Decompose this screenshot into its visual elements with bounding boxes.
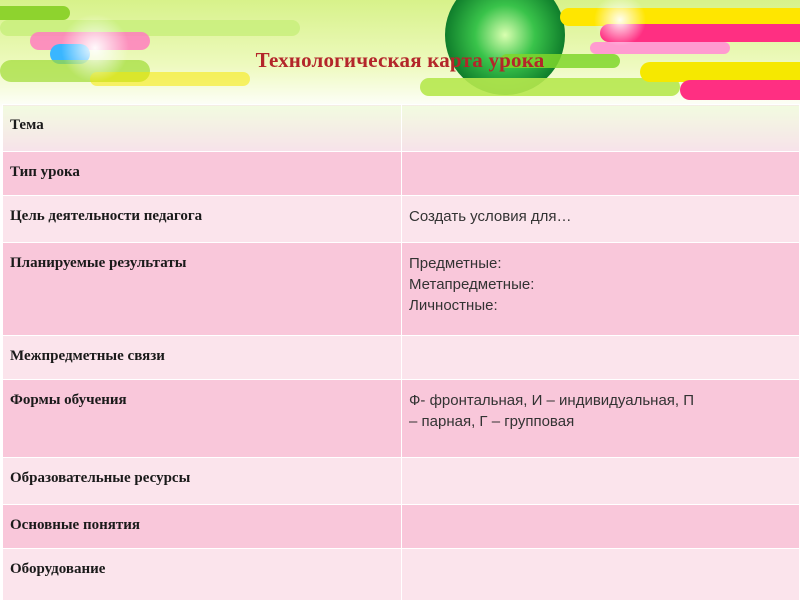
- row-label: Тип урока: [3, 152, 402, 196]
- row-label: Цель деятельности педагога: [3, 196, 402, 243]
- row-value-line: Создать условия для…: [409, 208, 572, 225]
- table-row: [3, 458, 800, 505]
- row-label: Планируемые результаты: [3, 243, 402, 336]
- row-value: [402, 196, 800, 243]
- row-value: [402, 152, 800, 196]
- row-value: [402, 458, 800, 505]
- row-value: [402, 105, 800, 152]
- table-row: [3, 549, 800, 600]
- table-row: [3, 243, 800, 336]
- table-row: [3, 152, 800, 196]
- table-row: [3, 505, 800, 549]
- row-value: [402, 380, 800, 458]
- row-value-line: – парная, Г – групповая: [409, 413, 575, 430]
- row-label: Формы обучения: [3, 380, 402, 458]
- row-value-line: Метапредметные:: [409, 276, 535, 293]
- row-label: Образовательные ресурсы: [3, 458, 402, 505]
- table-row: [3, 105, 800, 152]
- slide-title: Технологическая карта урока: [255, 48, 545, 72]
- table-row: [3, 380, 800, 458]
- row-label: Оборудование: [3, 549, 402, 600]
- row-value-line: Личностные:: [409, 297, 498, 314]
- row-value-line: Ф- фронтальная, И – индивидуальная, П: [409, 392, 695, 409]
- table-row: [3, 196, 800, 243]
- row-value: [402, 243, 800, 336]
- row-label: Тема: [3, 105, 402, 152]
- table-row: [3, 336, 800, 380]
- row-value: [402, 549, 800, 600]
- row-value-line: Предметные:: [409, 255, 502, 272]
- lesson-plan-table: [2, 104, 800, 600]
- row-label: Межпредметные связи: [3, 336, 402, 380]
- row-value: [402, 336, 800, 380]
- row-value: [402, 505, 800, 549]
- row-label: Основные понятия: [3, 505, 402, 549]
